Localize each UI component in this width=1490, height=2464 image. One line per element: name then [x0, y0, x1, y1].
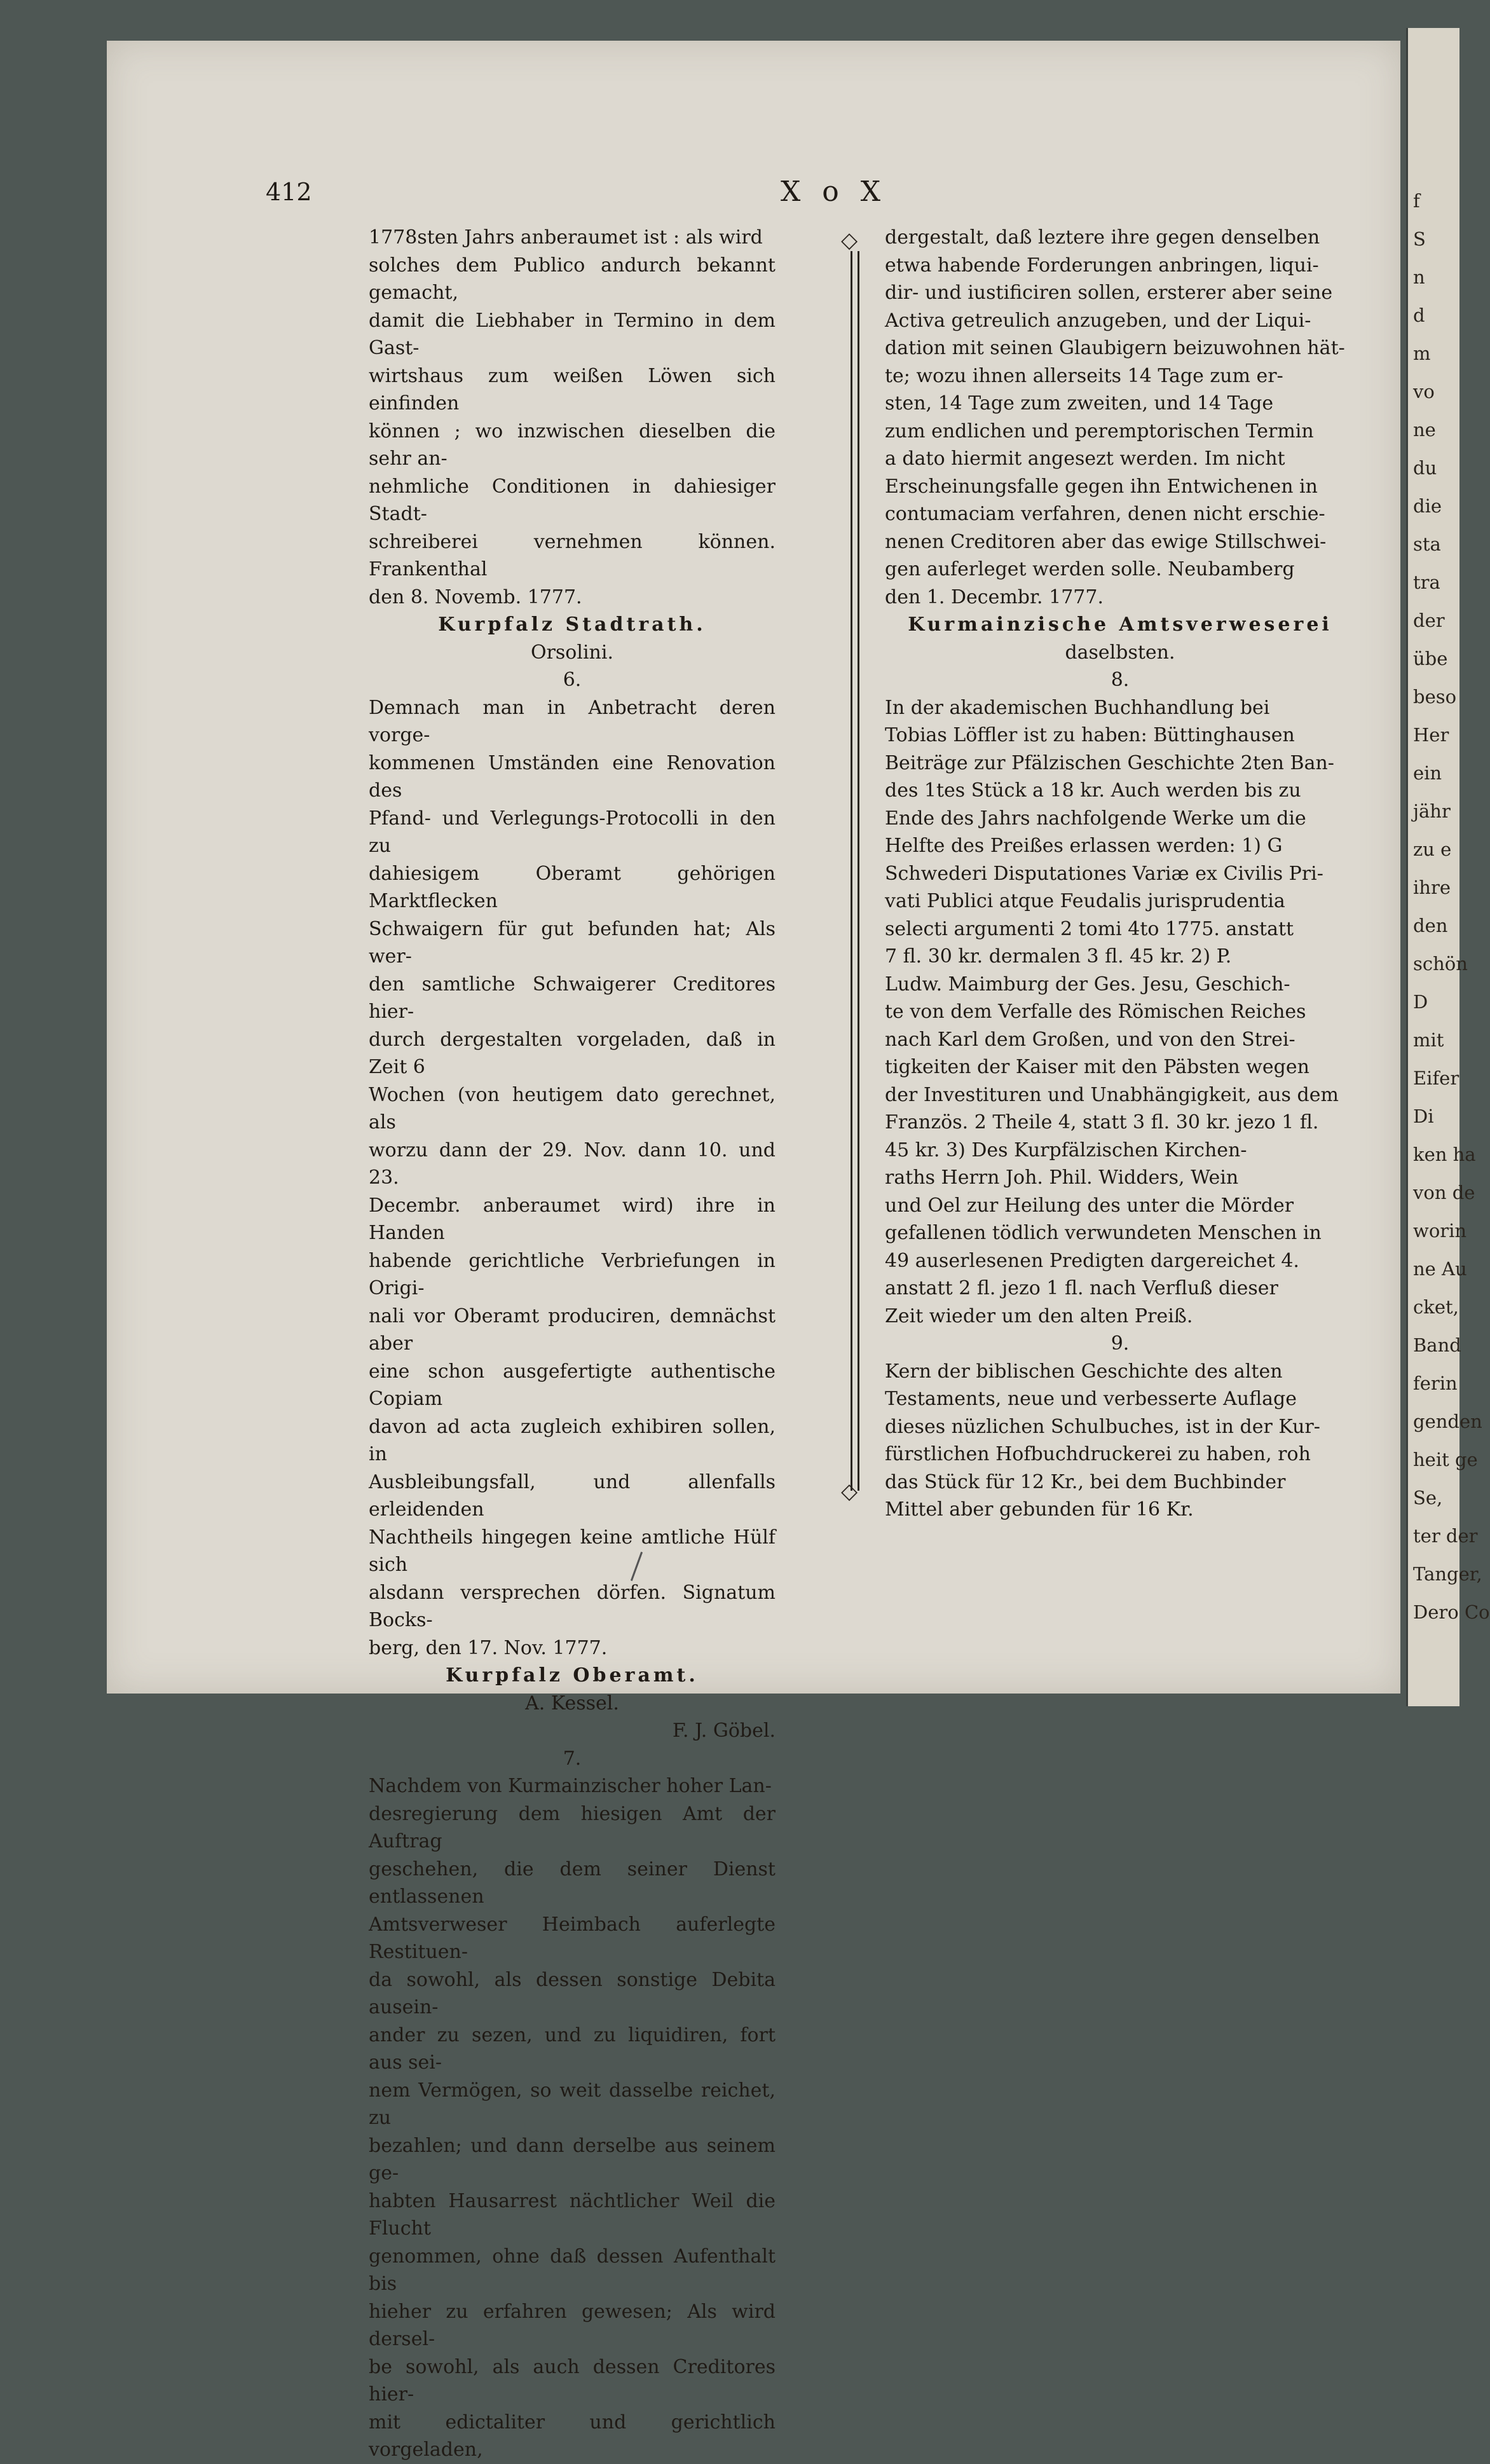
text-line: fürstlichen Hofbuchdruckerei zu haben, roh: [885, 1443, 1311, 1465]
text-line: Kern der biblischen Geschichte des alten: [885, 1360, 1283, 1383]
text-line: das Stück für 12 Kr., bei dem Buchbinder: [885, 1470, 1286, 1493]
text-line: Ausbleibungsfall, und allenfalls erleidenden: [369, 1470, 776, 1521]
adjacent-page-fragment: m: [1413, 343, 1431, 364]
text-line: Französ. 2 Theile 4, statt 3 fl. 30 kr. jezo 1 fl.: [885, 1111, 1319, 1133]
text-line: Nachtheils hingegen keine amtliche Hülf sich: [369, 1526, 776, 1576]
text-line: anstatt 2 fl. jezo 1 fl. nach Verfluß dieser: [885, 1277, 1278, 1299]
text-line: den 1. Decembr. 1777.: [885, 585, 1104, 608]
text-line: da sowohl, als dessen sonstige Debita ausein-: [369, 1968, 776, 2018]
adjacent-page-fragment: Band: [1413, 1334, 1461, 1356]
adjacent-page-fragment: n: [1413, 266, 1425, 288]
column-divider-rule: [851, 251, 859, 1491]
text-line: nem Vermögen, so weit dasselbe reichet, zu: [369, 2079, 776, 2129]
text-line: te von dem Verfalle des Römischen Reiches: [885, 1001, 1306, 1023]
adjacent-page-fragment: S: [1413, 228, 1426, 250]
adjacent-page-fragment: vo: [1413, 381, 1435, 402]
text-line: Wochen (von heutigem dato gerechnet, als: [369, 1083, 776, 1133]
text-line: eine schon ausgefertigte authentische Copiam: [369, 1360, 776, 1410]
text-line: Helfte des Preißes erlassen werden: 1) G: [885, 835, 1283, 857]
adjacent-page-fragment: d: [1413, 305, 1425, 326]
text-line: selecti argumenti 2 tomi 4to 1775. anstatt: [885, 917, 1294, 940]
text-line: berg, den 17. Nov. 1777.: [369, 1636, 608, 1659]
adjacent-page-fragment: ihre: [1413, 877, 1451, 898]
text-line: zum endlichen und peremptorischen Termin: [885, 420, 1314, 442]
text-line: wirtshaus zum weißen Löwen sich einfinden: [369, 364, 776, 414]
adjacent-page-fragment: ein: [1413, 762, 1442, 784]
text-line: hieher zu erfahren gewesen; Als wird dersel-: [369, 2300, 776, 2350]
signature-name-2a: A. Kessel.: [525, 1692, 619, 1715]
text-line: der Investituren und Unabhängigkeit, aus dem: [885, 1083, 1339, 1106]
adjacent-page-fragment: übe: [1413, 648, 1448, 669]
section-7-text: [369, 1772, 776, 2464]
text-line: kommenen Umständen eine Renovation des: [369, 751, 776, 802]
text-line: tigkeiten der Kaiser mit den Päbsten wegen: [885, 1056, 1309, 1078]
adjacent-page-fragment: sta: [1413, 533, 1441, 555]
text-line: alsdann versprechen dörfen. Signatum Bocks-: [369, 1581, 776, 1631]
signature-name-1: Orsolini.: [530, 641, 614, 664]
text-line: den samtliche Schwaigerer Creditores hier-: [369, 973, 776, 1023]
text-line: habende gerichtliche Verbriefungen in Origi-: [369, 1249, 776, 1299]
right-column: [885, 224, 1355, 1524]
column-rule-ornament-bottom: ◇: [841, 1479, 858, 1504]
adjacent-page-fragment: tra: [1413, 572, 1440, 593]
page-number: 412: [266, 178, 312, 206]
adjacent-page-fragment: genden: [1413, 1411, 1482, 1432]
text-line: Zeit wieder um den alten Preiß.: [885, 1304, 1193, 1327]
text-line: bezahlen; und dann derselbe aus seinem ge-: [369, 2134, 776, 2184]
left-intro: [369, 224, 776, 611]
section-7-continued: [885, 224, 1355, 611]
adjacent-page-fragment: schön: [1413, 953, 1468, 975]
text-line: etwa habende Forderungen anbringen, liqui-: [885, 254, 1319, 277]
section-number-8: 8.: [1111, 669, 1130, 691]
text-line: geschehen, die dem seiner Dienst entlassenen: [369, 1858, 776, 1908]
text-line: gefallenen tödlich verwundeten Menschen in: [885, 1222, 1322, 1244]
text-line: Tobias Löffler ist zu haben: Büttinghausen: [885, 724, 1295, 746]
adjacent-page-fragment: cket,: [1413, 1296, 1459, 1318]
section-8-text: [885, 694, 1355, 1331]
text-line: habten Hausarrest nächtlicher Weil die Flucht: [369, 2189, 776, 2240]
adjacent-page-fragment: die: [1413, 495, 1442, 517]
text-line: 7 fl. 30 kr. dermalen 3 fl. 45 kr. 2) P.: [885, 945, 1232, 968]
text-line: damit die Liebhaber in Termino in dem Gast-: [369, 309, 776, 359]
text-line: be sowohl, als auch dessen Creditores hier-: [369, 2355, 776, 2406]
text-line: dergestalt, daß leztere ihre gegen denselben: [885, 226, 1320, 249]
text-line: desregierung dem hiesigen Amt der Auftrag: [369, 1802, 776, 1852]
adjacent-page-fragment: worin: [1413, 1220, 1467, 1242]
text-line: worzu dann der 29. Nov. dann 10. und 23.: [369, 1139, 776, 1189]
text-line: a dato hiermit angesezt werden. Im nicht: [885, 448, 1285, 470]
text-line: sten, 14 Tage zum zweiten, und 14 Tage: [885, 392, 1274, 414]
text-line: den 8. Novemb. 1777.: [369, 585, 582, 608]
text-line: gen auferleget werden solle. Neubamberg: [885, 558, 1295, 580]
text-line: schreiberei vernehmen können. Frankenthal: [369, 530, 776, 580]
text-line: In der akademischen Buchhandlung bei: [885, 696, 1270, 719]
adjacent-page-fragment: der: [1413, 610, 1445, 631]
text-line: raths Herrn Joh. Phil. Widders, Wein: [885, 1167, 1239, 1189]
text-line: Testaments, neue und verbesserte Auflage: [885, 1388, 1297, 1410]
text-line: davon ad acta zugleich exhibiren sollen, in: [369, 1415, 776, 1465]
text-line: vati Publici atque Feudalis jurisprudentia: [885, 890, 1285, 912]
text-line: des 1tes Stück a 18 kr. Auch werden bis zu: [885, 779, 1301, 802]
text-line: Decembr. anberaumet wird) ihre in Handen: [369, 1194, 776, 1244]
adjacent-page-edge: [1406, 28, 1490, 1706]
text-line: 49 auserlesenen Predigten dargereichet 4.: [885, 1249, 1299, 1272]
text-line: und Oel zur Heilung des unter die Mörder: [885, 1194, 1294, 1217]
text-line: Pfand- und Verlegungs-Protocolli in den zu: [369, 807, 776, 857]
section-number-9: 9.: [1111, 1332, 1130, 1355]
adjacent-page-fragment: ne Au: [1413, 1258, 1467, 1280]
text-line: 45 kr. 3) Des Kurpfälzischen Kirchen-: [885, 1139, 1247, 1161]
signature-sub-3: daselbsten.: [1065, 641, 1175, 664]
adjacent-page-fragment: ken ha: [1413, 1144, 1476, 1165]
section-6-text: [369, 694, 776, 1662]
adjacent-page-fragment: Tanger,: [1413, 1563, 1482, 1585]
text-line: nach Karl dem Großen, und von den Strei-: [885, 1028, 1295, 1051]
adjacent-page-fragment: jähr: [1413, 800, 1451, 822]
adjacent-page-fragment: du: [1413, 457, 1437, 479]
text-line: Schwederi Disputationes Variæ ex Civilis Pri-: [885, 862, 1323, 885]
adjacent-page-fragment: zu e: [1413, 838, 1452, 860]
adjacent-page-fragment: ter der: [1413, 1525, 1478, 1547]
text-line: Erscheinungsfalle gegen ihn Entwichenen in: [885, 475, 1318, 498]
text-line: Ludw. Maimburg der Ges. Jesu, Geschich-: [885, 973, 1290, 996]
adjacent-page-fragment: Dero Co: [1413, 1601, 1490, 1623]
text-line: Beiträge zur Pfälzischen Geschichte 2ten Ban-: [885, 751, 1334, 774]
text-line: dahiesigem Oberamt gehörigen Marktflecken: [369, 862, 776, 912]
adjacent-page-fragment: heit ge: [1413, 1449, 1478, 1470]
text-line: mit edictaliter und gerichtlich vorgeladen,: [369, 2411, 776, 2461]
text-line: dir- und iustificiren sollen, ersterer aber seine: [885, 282, 1333, 304]
text-line: können ; wo inzwischen dieselben die sehr an-: [369, 420, 776, 470]
adjacent-page-fragment: den: [1413, 915, 1448, 936]
text-line: Amtsverweser Heimbach auferlegte Restituen-: [369, 1913, 776, 1963]
section-number-6: 6.: [563, 669, 582, 691]
left-column: [369, 224, 776, 2464]
text-line: genommen, ohne daß dessen Aufenthalt bis: [369, 2245, 776, 2295]
text-line: te; wozu ihnen allerseits 14 Tage zum er-: [885, 364, 1283, 387]
text-line: Nachdem von Kurmainzischer hoher Lan-: [369, 1775, 772, 1797]
text-line: nehmliche Conditionen in dahiesiger Stadt-: [369, 475, 776, 525]
text-line: Ende des Jahrs nachfolgende Werke um die: [885, 807, 1306, 830]
text-line: Schwaigern für gut befunden hat; Als wer-: [369, 917, 776, 968]
text-line: Demnach man in Anbetracht deren vorge-: [369, 696, 776, 746]
adjacent-page-fragment: f: [1413, 190, 1420, 212]
adjacent-page-fragment: beso: [1413, 686, 1457, 708]
text-line: solches dem Publico andurch bekannt gemacht,: [369, 254, 776, 304]
column-rule-ornament-top: ◇: [841, 228, 858, 253]
text-line: nenen Creditoren aber das ewige Stillschwei-: [885, 530, 1327, 553]
text-line: Mittel aber gebunden für 16 Kr.: [885, 1498, 1194, 1521]
section-number-7: 7.: [563, 1747, 582, 1770]
text-line: contumaciam verfahren, denen nicht erschie-: [885, 503, 1325, 525]
text-line: nali vor Oberamt produciren, demnächst aber: [369, 1304, 776, 1355]
adjacent-page-fragment: ne: [1413, 419, 1436, 441]
signature-title-2: Kurpfalz Oberamt.: [446, 1664, 699, 1687]
section-9-text: [885, 1358, 1355, 1524]
text-line: Activa getreulich anzugeben, und der Liqui-: [885, 309, 1311, 332]
adjacent-page-fragment: von de: [1413, 1182, 1475, 1203]
adjacent-page-fragment: Di: [1413, 1105, 1434, 1127]
adjacent-page-fragment: mit: [1413, 1029, 1444, 1051]
text-line: dation mit seinen Glaubigern beizuwohnen hät-: [885, 337, 1345, 359]
text-line: dieses nüzlichen Schulbuches, ist in der Kur-: [885, 1415, 1320, 1438]
adjacent-page-fragment: Her: [1413, 724, 1449, 746]
adjacent-page-fragment: Se,: [1413, 1487, 1443, 1509]
adjacent-page-fragment: ferin: [1413, 1372, 1458, 1394]
header-ornament: X o X: [781, 175, 887, 208]
adjacent-page-fragment: Eifer: [1413, 1067, 1459, 1089]
adjacent-page-fragment: D: [1413, 991, 1428, 1013]
signature-title-1: Kurpfalz Stadtrath.: [438, 613, 706, 636]
text-line: 1778sten Jahrs anberaumet ist : als wird: [369, 226, 763, 249]
signature-name-2b: F. J. Göbel.: [672, 1720, 776, 1742]
text-line: ander zu sezen, und zu liquidiren, fort aus sei-: [369, 2023, 776, 2074]
signature-title-3: Kurmainzische Amtsverweserei: [908, 613, 1332, 636]
text-line: durch dergestalten vorgeladen, daß in Zeit 6: [369, 1028, 776, 1078]
